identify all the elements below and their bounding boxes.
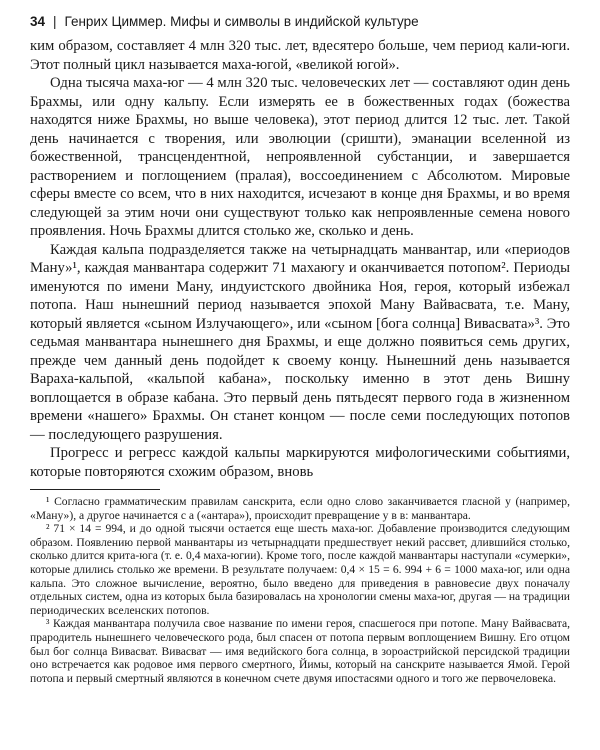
footnotes <box>30 495 570 685</box>
header-separator: | <box>53 14 57 29</box>
footnote: ¹ Согласно грамматическим правилам санскрита, если одно слово заканчивается гласной у (например, «Ману»), а другое начинается с а («антара»), происходит превращение у в в: манвантара. <box>30 495 570 522</box>
running-title: Генрих Циммер. Мифы и символы в индийской культуре <box>64 14 419 29</box>
footnote-divider <box>30 489 160 490</box>
main-text <box>30 37 570 481</box>
footnote: ³ Каждая манвантара получила свое название по имени героя, спасшегося при потопе. Ману Вайвасвата, прародитель нынешнего человеческого рода, был спасен от потопа первым воплощением Вишну. Его отцом был бог солнца Вивасват. Вивасват — имя ведийского бога солнца, в зороастрийской персидской традиции оно встречается как родовое имя первого смертного, Йимы, который на санскрите называется Ямой. Герой потопа и первый смертный являются в конечном счете двумя ипостасями одного и того же первочеловека. <box>30 617 570 685</box>
running-header <box>30 14 570 29</box>
paragraph: Одна тысяча маха-юг — 4 млн 320 тыс. человеческих лет — составляют один день Брахмы, или одну кальпу. Если измерять ее в божественных годах (божества находятся ниже Брахмы, но выше человека), этот период длится 12 тыс. лет. Такой день начинается с творения, или эволюции (сришти), эманации вселенной из божественной, трансцендентной, непроявленной субстанции, и завершается растворением и поглощением (пралая), воссоединением с Абсолютом. Мировые сферы вместе со всем, что в них находится, исчезают в конце дня Брахмы, и во время следующей за этим ночи они существуют только как непроявленные семена нового проявления. Ночь Брахмы длится столько же, сколько и день. <box>30 75 570 239</box>
paragraph: Прогресс и регресс каждой кальпы маркируются мифологическими событиями, которые повторяются схожим образом, вновь <box>30 445 570 480</box>
page-number: 34 <box>30 14 46 29</box>
paragraph: ким образом, составляет 4 млн 320 тыс. лет, вдесятеро больше, чем период кали-юги. Этот полный цикл называется маха-югой, «великой югой». <box>30 38 570 73</box>
paragraph: Каждая кальпа подразделяется также на четырнадцать манвантар, или «периодов Ману»¹, каждая манвантара содержит 71 махаюгу и оканчивается потопом². Периоды именуются по имени Ману, индуистского двойника Ноя, героя, который избежал потопа. Наш нынешний период называется эпохой Ману Вайвасвата, т.е. Ману, который является «сыном Излучающего», или «сыном [бога солнца] Вивасвата»³. Это седьмая манвантара нынешнего дня Брахмы, и еще должно появиться семь других, прежде чем данный день подойдет к своему концу. Нынешний день называется Вараха-кальпой, «кальпой кабана», поскольку именно в этот день Вишну воплощается в образе кабана. Это первый день пятьдесят первого года в жизненном времени «нашего» Брахмы. Он станет концом — после семи последующих потопов — последующего разрушения. <box>30 241 570 443</box>
footnote: ² 71 × 14 = 994, и до одной тысячи остается еще шесть маха-юг. Добавление производится следующим образом. Появлению первой манвантары из четырнадцати предшествует некий рассвет, длившийся столько, сколько длится крита-юга (т. е. 0,4 маха-югии). Кроме того, после каждой манвантары наступали «сумерки», которые длились столько же времени. В результате получаем: 0,4 × 15 = 6. 994 + 6 = 1000 маха-юг, или одна кальпа. Это сложное вычисление, вероятно, было введено для приведения в равновесие двух поначалу отдельных систем, одна из которых была базировалась на хронологии смены маха-юг, другая — на традиции периодических вселенских потопов. <box>30 522 570 617</box>
